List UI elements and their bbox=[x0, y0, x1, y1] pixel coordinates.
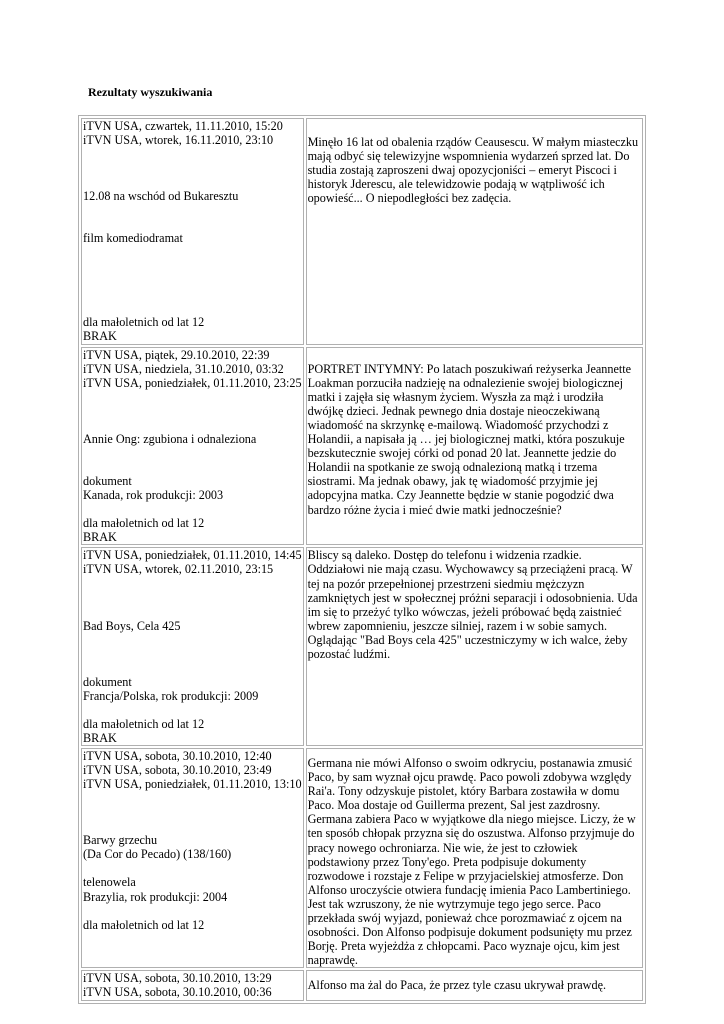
program-extra: BRAK bbox=[83, 329, 117, 344]
program-country: Francja/Polska, rok produkcji: 2009 bbox=[83, 688, 259, 703]
airing-time: iTVN USA, wtorek, 02.11.2010, 23:15 bbox=[83, 562, 274, 577]
airing-time: iTVN USA, sobota, 30.10.2010, 00:36 bbox=[83, 985, 272, 1000]
program-info-cell bbox=[81, 748, 304, 968]
table-row bbox=[81, 547, 643, 746]
airing-time: iTVN USA, poniedziałek, 01.11.2010, 23:25 bbox=[83, 375, 302, 390]
program-rating: dla małoletnich od lat 12 bbox=[83, 315, 205, 330]
program-description-cell bbox=[306, 970, 643, 1000]
program-description-cell bbox=[306, 748, 643, 968]
table-row bbox=[81, 347, 643, 546]
table-row bbox=[81, 748, 643, 968]
program-description: Alfonso ma żal do Paca, że przez tyle czasu ukrywał prawdę. bbox=[307, 978, 607, 993]
program-genre: dokument bbox=[83, 473, 132, 488]
table-row bbox=[81, 118, 643, 345]
program-subtitle: (Da Cor do Pecado) (138/160) bbox=[83, 847, 232, 862]
airing-time: iTVN USA, piątek, 29.10.2010, 22:39 bbox=[83, 347, 270, 362]
results-table bbox=[78, 115, 646, 1004]
airing-time: iTVN USA, poniedziałek, 01.11.2010, 13:10 bbox=[83, 777, 302, 792]
program-country: Brazylia, rok produkcji: 2004 bbox=[83, 889, 228, 904]
program-title: Barwy grzechu bbox=[83, 833, 158, 848]
program-info-cell bbox=[81, 970, 304, 1000]
program-title: Bad Boys, Cela 425 bbox=[83, 618, 181, 633]
airing-time: iTVN USA, czwartek, 11.11.2010, 15:20 bbox=[83, 119, 283, 133]
table-row bbox=[81, 970, 643, 1000]
program-rating: dla małoletnich od lat 12 bbox=[83, 917, 205, 932]
program-genre: dokument bbox=[83, 674, 132, 689]
program-description: Germana nie mówi Alfonso o swoim odkryciu, postanawia zmusić Paco, by sam wyznał ojcu prawdę. Paco powoli zdobywa względy Rai'a. Tony odzyskuje pistolet, który Barbara zostawiła w domu Paco. Moa dostaje od Guillerma prezent, Sal jest zazdrosny. Germana zabiera Paco w wyjątkowe dla niego miejsce. Liczy, że w ten sposób chłopak przyzna się do oszustwa. Alfonso przyjmuje do pracy nowego ochroniarza. Nie wie, że jest to człowiek podstawiony przez Tony'ego. Preta podpisuje dokumenty rozwodowe i rozstaje z Felipe w przyjacielskiej atmosferze. Don Alfonso uroczyście otwiera fundację imienia Paco Lambertiniego. Jest tak wzruszony, że nie wytrzymuje tego jego serce. Paco przekłada swój wyjazd, ponieważ chce porozmawiać z ojcem na osobności. Don Alfonso podpisuje dokument podsunięty mu przez Borję. Preta wyjeżdża z chłopcami. Paco wyznaje ojcu, kim jest naprawdę. bbox=[307, 755, 636, 968]
program-extra: BRAK bbox=[83, 730, 117, 745]
program-description-cell bbox=[306, 547, 643, 746]
program-rating: dla małoletnich od lat 12 bbox=[83, 516, 205, 531]
program-description: Bliscy są daleko. Dostęp do telefonu i widzenia rzadkie. Oddziałowi nie mają czasu. Wychowawcy są przeciążeni pracą. W tej na pozór przepełnionej przestrzeni siedmiu mężczyzn zamkniętych jest w społecznej próżni separacji i odosobnienia. Uda im się to przeżyć tylko wówczas, jeżeli próbować będą zaistnieć wbrew zapomnieniu, jeszcze silniej, razem i w sobie samych. Oglądając "Bad Boys cela 425" uczestniczymy w ich walce, żeby pozostać ludźmi. bbox=[307, 548, 638, 661]
program-extra: BRAK bbox=[83, 530, 117, 545]
program-genre: telenowela bbox=[83, 875, 136, 890]
airing-time: iTVN USA, sobota, 30.10.2010, 23:49 bbox=[83, 763, 272, 778]
page-title: Rezultaty wyszukiwania bbox=[88, 85, 213, 99]
program-rating: dla małoletnich od lat 12 bbox=[83, 716, 205, 731]
airing-time: iTVN USA, sobota, 30.10.2010, 12:40 bbox=[83, 748, 272, 763]
airing-time: iTVN USA, wtorek, 16.11.2010, 23:10 bbox=[83, 133, 274, 148]
airing-time: iTVN USA, poniedziałek, 01.11.2010, 14:45 bbox=[83, 548, 302, 563]
program-description-cell bbox=[306, 118, 643, 345]
program-info-cell bbox=[81, 118, 304, 345]
program-description: PORTRET INTYMNY: Po latach poszukiwań reżyserka Jeannette Loakman porzuciła nadzieję na odnalezienie swojej biologicznej matki i zajęła się własnym życiem. Wyszła za mąż i urodziła dwójkę dzieci. Jednak pewnego dnia dostaje nieoczekiwaną wiadomość na skrzynkę e-mailową. Wiadomość przychodzi z Holandii, a napisała ją … jej biologicznej matki, która poszukuje bezskutecznie swojej córki od ponad 20 lat. Jeannette jedzie do Holandii na spotkanie ze swoją odnalezioną matką i trzema siostrami. Ma jednak obawy, jak tę wiadomość przyjmie jej adopcyjna matka. Czy Jeannette będzie w stanie pogodzić dwa bardzo różne życia i mieć dwie matki jednocześnie? bbox=[307, 361, 632, 517]
program-title: 12.08 na wschód od Bukaresztu bbox=[83, 189, 239, 204]
program-genre: film komediodramat bbox=[83, 231, 183, 246]
program-title: Annie Ong: zgubiona i odnaleziona bbox=[83, 431, 257, 446]
airing-time: iTVN USA, niedziela, 31.10.2010, 03:32 bbox=[83, 361, 284, 376]
airing-time: iTVN USA, sobota, 30.10.2010, 13:29 bbox=[83, 971, 272, 986]
program-info-cell bbox=[81, 547, 304, 746]
program-description-cell bbox=[306, 347, 643, 546]
program-description: Minęło 16 lat od obalenia rządów Ceausescu. W małym miasteczku mają odbyć się telewizyjne wspomnienia wydarzeń sprzed lat. Do studia zostają zaproszeni dwaj opozycjoniści – emeryt Piscoci i historyk Jderescu, ale telewidzowie podają w wątpliwość ich opowieść... O niepodległości bez zadęcia. bbox=[307, 135, 639, 206]
program-info-cell bbox=[81, 347, 304, 546]
program-country: Kanada, rok produkcji: 2003 bbox=[83, 488, 224, 503]
